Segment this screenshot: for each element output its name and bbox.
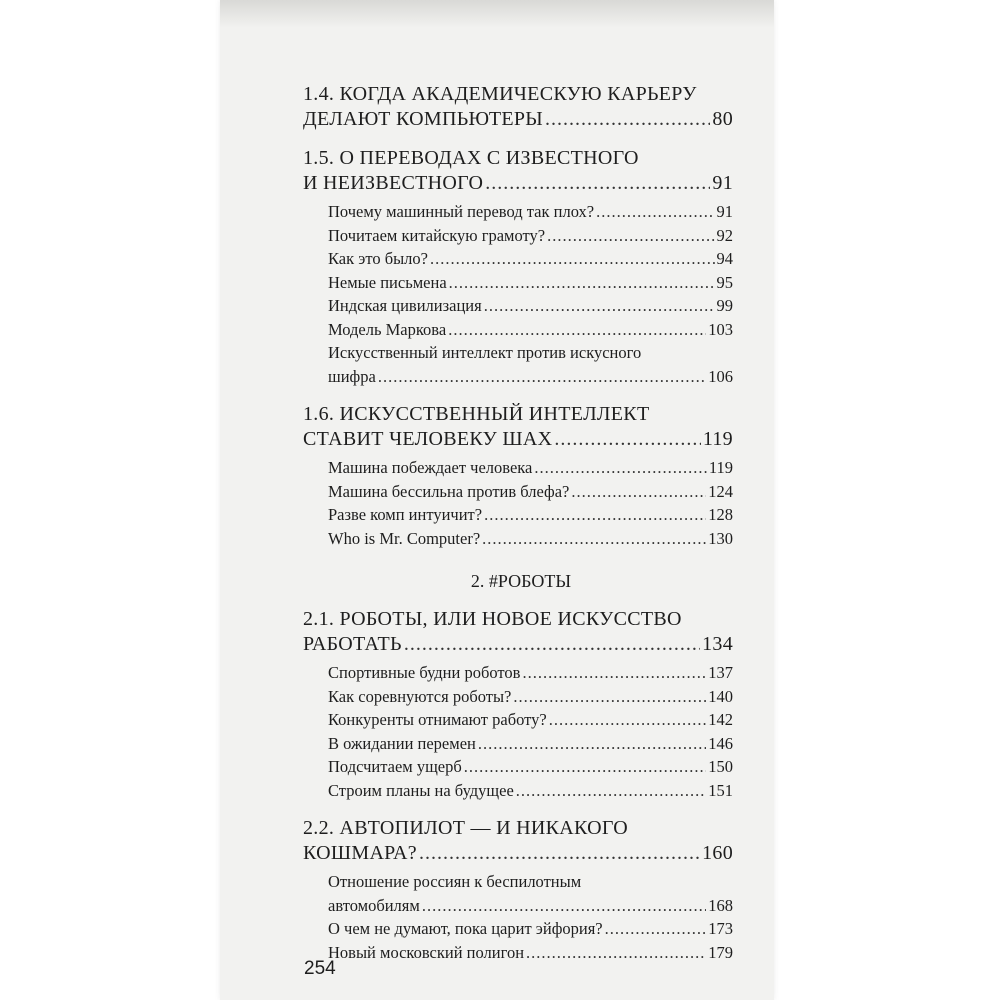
page-top-shade bbox=[220, 0, 774, 28]
item-title: Машина побеждает человека bbox=[328, 458, 533, 477]
leader-dots bbox=[419, 841, 700, 866]
item-title: шифра bbox=[328, 366, 376, 386]
leader-dots bbox=[605, 917, 707, 941]
toc-item bbox=[303, 685, 733, 709]
toc-section bbox=[303, 146, 733, 196]
toc-item bbox=[303, 870, 733, 917]
toc-item bbox=[303, 779, 733, 803]
leader-dots bbox=[534, 456, 706, 480]
item-page: 94 bbox=[716, 249, 733, 268]
table-of-contents bbox=[303, 82, 733, 964]
item-page: 137 bbox=[708, 663, 733, 682]
item-page: 168 bbox=[708, 895, 733, 915]
leader-dots bbox=[484, 503, 706, 527]
item-page: 146 bbox=[708, 733, 733, 753]
toc-item bbox=[303, 503, 733, 527]
leader-dots bbox=[485, 171, 710, 196]
leader-dots bbox=[596, 200, 714, 224]
section-title-line2: И НЕИЗВЕСТНОГО bbox=[303, 172, 484, 194]
toc-item bbox=[303, 755, 733, 779]
leader-dots bbox=[430, 247, 715, 271]
section-title-line2: РАБОТАТЬ bbox=[303, 633, 402, 655]
toc-item bbox=[303, 708, 733, 732]
leader-dots bbox=[448, 318, 706, 342]
part-heading: 2. #РОБОТЫ bbox=[470, 571, 572, 591]
toc-item bbox=[303, 480, 733, 504]
section-page: 134 bbox=[702, 633, 733, 655]
item-page: 119 bbox=[708, 458, 733, 477]
toc-item bbox=[303, 732, 733, 756]
section-title-line1: 2.1. РОБОТЫ, ИЛИ НОВОЕ ИСКУССТВО bbox=[303, 608, 682, 630]
toc-section bbox=[303, 402, 733, 452]
item-page: 99 bbox=[716, 296, 733, 315]
section-page: 80 bbox=[712, 108, 733, 130]
item-title: Немые письмена bbox=[328, 272, 447, 292]
item-title-line1: Отношение россиян к беспилотным bbox=[328, 872, 582, 891]
toc-item bbox=[303, 247, 733, 271]
item-title: Машина бессильна против блефа? bbox=[328, 481, 570, 501]
subsection-list bbox=[303, 456, 733, 550]
leader-dots bbox=[449, 271, 715, 295]
toc-item bbox=[303, 271, 733, 295]
item-title-line1: Искусственный интеллект против искусного bbox=[328, 343, 642, 362]
leader-dots bbox=[513, 685, 706, 709]
section-title-line1: 1.4. КОГДА АКАДЕМИЧЕСКУЮ КАРЬЕРУ bbox=[303, 83, 697, 105]
item-page: 142 bbox=[708, 710, 733, 729]
toc-item bbox=[303, 456, 733, 480]
section-title-line2: ДЕЛАЮТ КОМПЬЮТЕРЫ bbox=[303, 108, 544, 130]
toc-item bbox=[303, 224, 733, 248]
page-number: 254 bbox=[304, 958, 336, 979]
leader-dots bbox=[378, 365, 706, 389]
item-title: Индская цивилизация bbox=[328, 296, 482, 315]
item-page: 173 bbox=[708, 919, 733, 938]
leader-dots bbox=[484, 294, 715, 318]
item-title: Почему машинный перевод так плох? bbox=[328, 202, 595, 221]
leader-dots bbox=[547, 224, 714, 248]
leader-dots bbox=[422, 894, 706, 918]
toc-item bbox=[303, 341, 733, 388]
toc-item bbox=[303, 318, 733, 342]
toc-item bbox=[303, 527, 733, 551]
toc-item bbox=[303, 941, 733, 965]
toc-section bbox=[303, 816, 733, 866]
item-page: 91 bbox=[716, 202, 733, 221]
leader-dots bbox=[545, 107, 710, 132]
section-title-line1: 1.5. О ПЕРЕВОДАХ С ИЗВЕСТНОГО bbox=[303, 147, 639, 169]
toc-item bbox=[303, 917, 733, 941]
item-title: О чем не думают, пока царит эйфория? bbox=[328, 919, 603, 938]
item-title: Как соревнуются роботы? bbox=[328, 686, 512, 706]
leader-dots bbox=[549, 708, 707, 732]
toc-item bbox=[303, 661, 733, 685]
section-page: 160 bbox=[702, 842, 733, 864]
item-title: В ожидании перемен bbox=[328, 733, 476, 753]
item-title: Почитаем китайскую грамоту? bbox=[328, 225, 546, 245]
item-page: 140 bbox=[708, 686, 733, 706]
leader-dots bbox=[571, 480, 706, 504]
subsection-list bbox=[303, 661, 733, 802]
item-page: 179 bbox=[708, 942, 733, 962]
toc-item bbox=[303, 200, 733, 224]
toc-item bbox=[303, 294, 733, 318]
leader-dots bbox=[516, 779, 706, 803]
item-page: 128 bbox=[708, 505, 733, 524]
leader-dots bbox=[482, 527, 706, 551]
leader-dots bbox=[478, 732, 706, 756]
leader-dots bbox=[526, 941, 706, 965]
item-page: 124 bbox=[708, 481, 733, 501]
section-title-line2: КОШМАРА? bbox=[303, 842, 417, 864]
item-page: 106 bbox=[708, 366, 733, 386]
section-title-line1: 2.2. АВТОПИЛОТ — И НИКАКОГО bbox=[303, 817, 629, 839]
item-page: 130 bbox=[708, 528, 733, 548]
section-title-line1: 1.6. ИСКУССТВЕННЫЙ ИНТЕЛЛЕКТ bbox=[303, 403, 650, 425]
item-title: Новый московский полигон bbox=[328, 942, 525, 962]
leader-dots bbox=[404, 632, 700, 657]
item-title: Спортивные будни роботов bbox=[328, 663, 521, 682]
item-title: Разве комп интуичит? bbox=[328, 505, 483, 524]
subsection-list bbox=[303, 870, 733, 964]
subsection-list bbox=[303, 200, 733, 388]
item-title: автомобилям bbox=[328, 895, 420, 915]
leader-dots bbox=[522, 661, 706, 685]
item-title: Конкуренты отнимают работу? bbox=[328, 710, 547, 729]
item-page: 150 bbox=[708, 757, 733, 776]
section-page: 91 bbox=[712, 172, 733, 194]
item-page: 151 bbox=[708, 780, 733, 800]
leader-dots bbox=[464, 755, 706, 779]
item-title: Модель Маркова bbox=[328, 319, 447, 339]
section-title-line2: СТАВИТ ЧЕЛОВЕКУ ШАХ bbox=[303, 428, 553, 450]
section-page: 119 bbox=[702, 428, 733, 450]
item-page: 103 bbox=[708, 319, 733, 339]
item-page: 92 bbox=[716, 225, 733, 245]
item-title: Подсчитаем ущерб bbox=[328, 757, 462, 776]
item-page: 95 bbox=[716, 272, 733, 292]
item-title: Строим планы на будущее bbox=[328, 780, 514, 800]
toc-section bbox=[303, 607, 733, 657]
item-title: Как это было? bbox=[328, 249, 428, 268]
item-title: Who is Mr. Computer? bbox=[328, 528, 481, 548]
toc-section bbox=[303, 82, 733, 132]
leader-dots bbox=[554, 427, 700, 452]
